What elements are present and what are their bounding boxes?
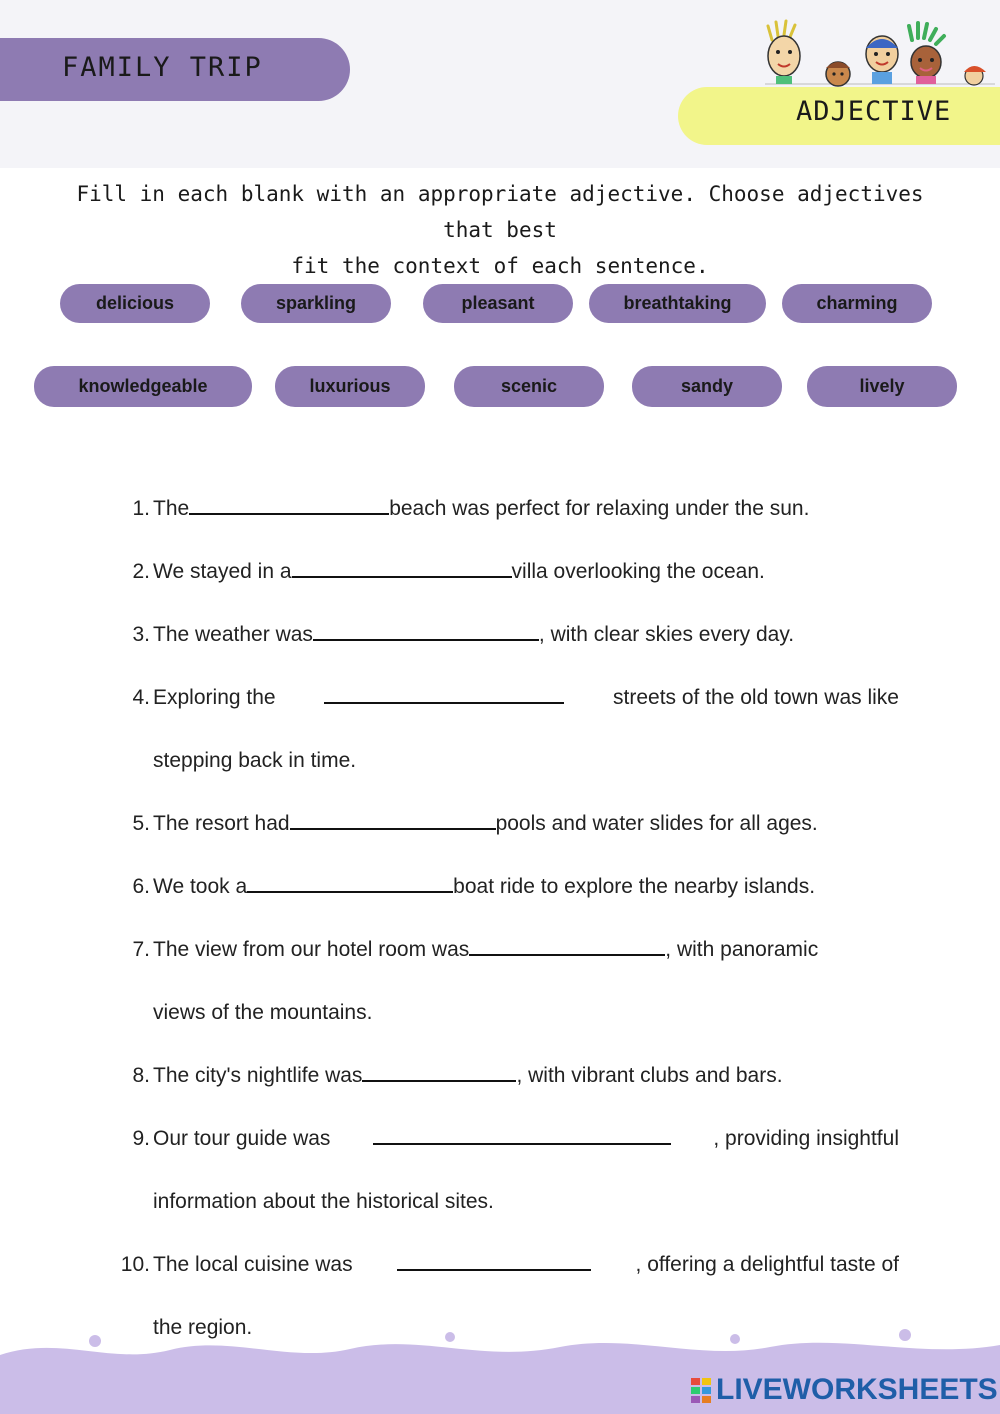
liveworksheets-brand[interactable] — [690, 1372, 998, 1408]
word-chip-breathtaking[interactable]: breathtaking — [589, 284, 766, 323]
answer-blank-5[interactable] — [290, 812, 496, 830]
answer-blank-9[interactable] — [373, 1127, 671, 1145]
kids-illustration-icon — [760, 18, 1000, 90]
answer-blank-6[interactable] — [247, 875, 453, 893]
question-number: 3. — [132, 623, 150, 646]
question-text-before: The view from our hotel room was — [153, 938, 470, 961]
question-text-after: , offering a delightful taste of — [635, 1253, 899, 1276]
question-number: 1. — [132, 497, 150, 520]
answer-blank-10[interactable] — [397, 1253, 591, 1271]
question-number: 9. — [132, 1127, 150, 1150]
question-text-before: Exploring the — [153, 686, 276, 709]
word-chip-pleasant[interactable]: pleasant — [423, 284, 573, 323]
question-text-before: The local cuisine was — [153, 1253, 353, 1276]
question-text-after: , with vibrant clubs and bars. — [516, 1064, 783, 1087]
question-text-before: The weather was — [153, 623, 313, 646]
question-text-after: boat ride to explore the nearby islands. — [453, 875, 816, 898]
instructions — [50, 176, 950, 284]
question-text-after: beach was perfect for relaxing under the sun. — [389, 497, 810, 520]
question-text-after: , with clear skies every day. — [538, 623, 795, 646]
word-chip-sparkling[interactable]: sparkling — [241, 284, 391, 323]
question-text-after: villa overlooking the ocean. — [511, 560, 765, 583]
answer-blank-4[interactable] — [324, 686, 564, 704]
question-text-continued: the region. — [153, 1316, 253, 1339]
question-text-after: , with panoramic — [665, 938, 819, 961]
word-chip-scenic[interactable]: scenic — [454, 366, 604, 407]
question-text-before: The city's nightlife was — [153, 1064, 363, 1087]
question-number: 4. — [132, 686, 150, 709]
question-text-before: The — [153, 497, 190, 520]
instructions-line-2: fit the context of each sentence. — [291, 254, 709, 278]
question-text-continued: stepping back in time. — [153, 749, 357, 772]
question-number: 6. — [132, 875, 150, 898]
question-number: 5. — [132, 812, 150, 835]
worksheet-title: FAMILY TRIP — [62, 52, 263, 83]
question-number: 8. — [132, 1064, 150, 1087]
question-number: 10. — [120, 1253, 150, 1276]
question-text-continued: views of the mountains. — [153, 1001, 373, 1024]
question-number: 7. — [132, 938, 150, 961]
question-text-continued: information about the historical sites. — [153, 1190, 494, 1213]
instructions-line-1: Fill in each blank with an appropriate adjective. Choose adjectives that best — [76, 182, 924, 242]
word-chip-delicious[interactable]: delicious — [60, 284, 210, 323]
question-text-after: , providing insightful — [713, 1127, 899, 1150]
answer-blank-3[interactable] — [313, 623, 539, 641]
word-chip-luxurious[interactable]: luxurious — [275, 366, 425, 407]
word-chip-lively[interactable]: lively — [807, 366, 957, 407]
question-text-before: The resort had — [153, 812, 290, 835]
question-text-after: pools and water slides for all ages. — [495, 812, 818, 835]
question-text-after: streets of the old town was like — [613, 686, 899, 709]
question-text-before: We took a — [153, 875, 248, 898]
liveworksheets-logo-icon — [690, 1376, 712, 1404]
topic-label: ADJECTIVE — [796, 96, 952, 127]
answer-blank-7[interactable] — [469, 938, 665, 956]
question-number: 2. — [132, 560, 150, 583]
word-chip-sandy[interactable]: sandy — [632, 366, 782, 407]
question-text-before: We stayed in a — [153, 560, 292, 583]
word-chip-knowledgeable[interactable]: knowledgeable — [34, 366, 252, 407]
answer-blank-2[interactable] — [292, 560, 512, 578]
question-text-before: Our tour guide was — [153, 1127, 331, 1150]
brand-name: LIVEWORKSHEETS — [716, 1373, 998, 1406]
word-chip-charming[interactable]: charming — [782, 284, 932, 323]
answer-blank-8[interactable] — [362, 1064, 516, 1082]
answer-blank-1[interactable] — [189, 497, 389, 515]
